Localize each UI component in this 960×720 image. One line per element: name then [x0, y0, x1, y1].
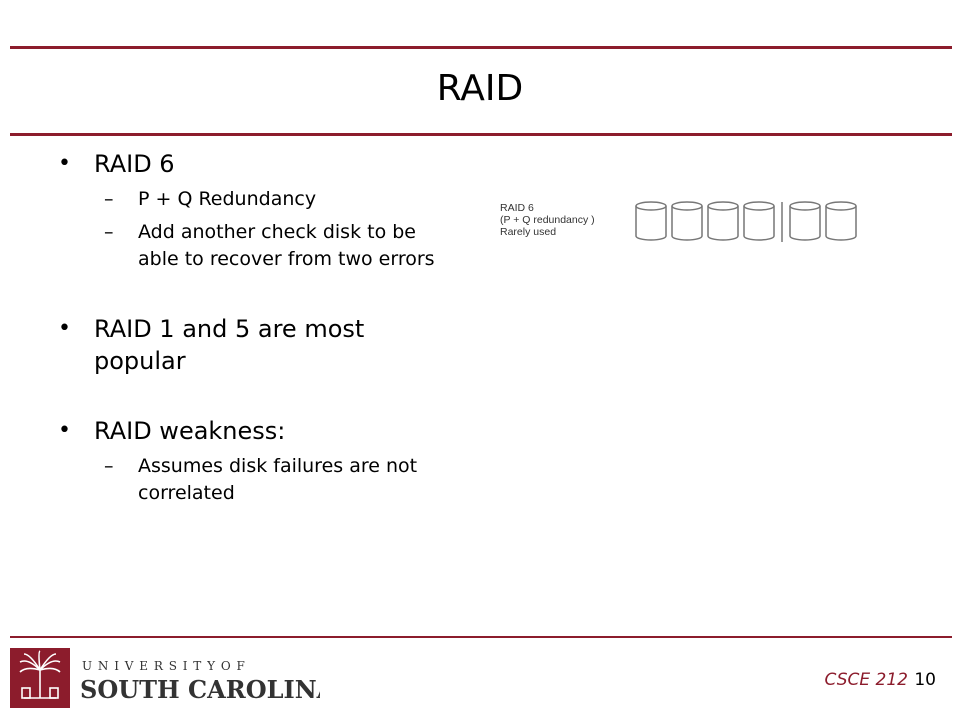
title-rule: [10, 133, 952, 136]
bullet-list: [58, 148, 458, 507]
sub-bullet-text: Assumes disk failures are not correlated: [138, 455, 418, 504]
check-disk: [826, 202, 856, 240]
bullet-dot: •: [58, 316, 71, 341]
figure-label-line: (P + Q redundancy ): [500, 214, 595, 226]
data-disk: [744, 202, 774, 240]
footer-rule: [10, 636, 952, 638]
raid6-figure: [500, 198, 880, 248]
dash-marker: –: [104, 221, 114, 243]
figure-label-line: Rarely used: [500, 226, 557, 238]
data-disk: [636, 202, 666, 240]
disk-array: [500, 198, 880, 248]
data-disk: [672, 202, 702, 240]
sub-bullet-text: Add another check disk to be able to recover from two errors: [138, 221, 435, 270]
bullet-popular: [58, 313, 458, 377]
bullet-dot: •: [58, 151, 71, 176]
page-number: 10: [914, 670, 936, 690]
slide-title: RAID: [436, 68, 524, 109]
bullet-text: RAID weakness:: [94, 417, 286, 445]
data-disk: [708, 202, 738, 240]
logo-text-bottom: SOUTH CAROLINA.: [80, 675, 320, 704]
bullet-text: RAID 1 and 5 are most popular: [94, 315, 365, 375]
dash-marker: –: [104, 455, 114, 477]
bullet-raid6: [58, 148, 458, 180]
course-code: CSCE 212: [824, 670, 908, 690]
bullet-text: RAID 6: [94, 150, 175, 178]
bullet-dot: •: [58, 418, 71, 443]
sub-bullet: [58, 453, 458, 507]
university-logo: [10, 648, 320, 708]
check-disk: [790, 202, 820, 240]
figure-label-line: RAID 6: [500, 202, 534, 214]
bullet-weakness: [58, 415, 458, 447]
sub-bullet: [58, 219, 458, 273]
sub-bullet: [58, 186, 458, 213]
palmetto-seal: [10, 648, 320, 708]
logo-text-top: U N I V E R S I T Y O F: [82, 659, 246, 673]
dash-marker: –: [104, 188, 114, 210]
top-rule: [10, 46, 952, 49]
sub-bullet-text: P + Q Redundancy: [138, 188, 317, 210]
